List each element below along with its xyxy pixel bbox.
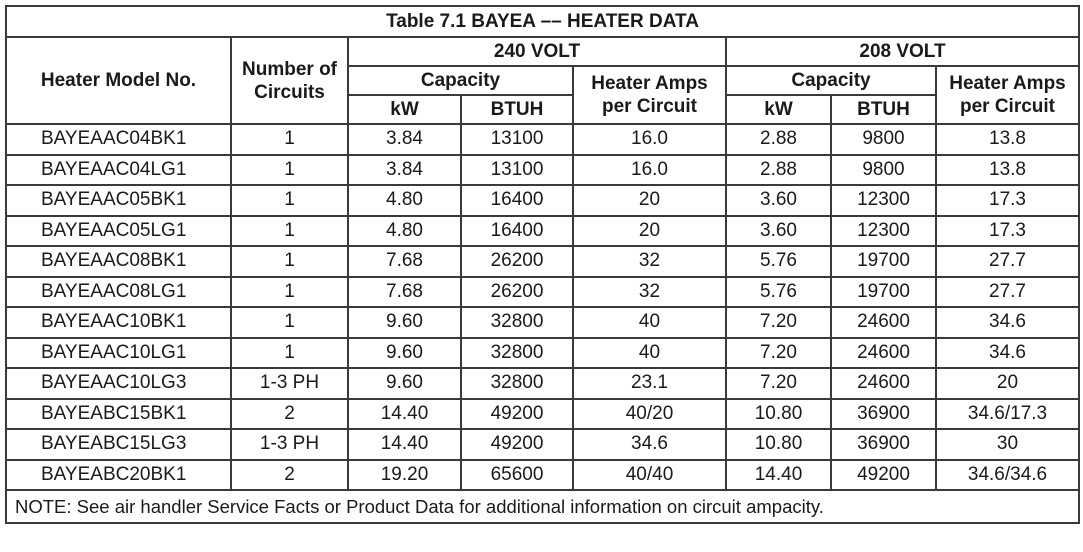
cell-circuits: 1 (231, 124, 348, 155)
cell-model: BAYEAAC05LG1 (6, 216, 231, 247)
cell-amps-208: 17.3 (936, 216, 1079, 247)
table-row (6, 460, 1079, 491)
cell-amps-208: 34.6 (936, 307, 1079, 338)
cell-circuits: 1 (231, 185, 348, 216)
cell-btuh-208: 12300 (831, 216, 936, 247)
cell-amps-208: 27.7 (936, 277, 1079, 308)
header-circuits-line2: Circuits (254, 81, 325, 103)
cell-amps-208: 34.6/17.3 (936, 399, 1079, 430)
cell-amps-240: 40/40 (573, 460, 726, 491)
cell-model: BAYEABC15BK1 (6, 399, 231, 430)
cell-btuh-208: 9800 (831, 124, 936, 155)
cell-amps-240: 20 (573, 185, 726, 216)
cell-btuh-208: 19700 (831, 246, 936, 277)
cell-btuh-208: 36900 (831, 399, 936, 430)
table-row (6, 307, 1079, 338)
header-amps-208-line1: Heater Amps (949, 73, 1066, 94)
table-body (6, 124, 1079, 523)
table-row (6, 368, 1079, 399)
cell-btuh-208: 24600 (831, 338, 936, 369)
cell-circuits: 2 (231, 399, 348, 430)
header-kw-208: kW (726, 95, 831, 124)
table-row (6, 338, 1079, 369)
table-row (6, 124, 1079, 155)
cell-kw-208: 7.20 (726, 368, 831, 399)
header-circuits-line1: Number of (242, 58, 337, 80)
cell-kw-208: 2.88 (726, 155, 831, 186)
cell-amps-240: 40 (573, 307, 726, 338)
header-amps-208-line2: per Circuit (959, 96, 1056, 117)
cell-kw-240: 9.60 (348, 368, 461, 399)
cell-circuits: 1 (231, 155, 348, 186)
cell-btuh-240: 32800 (461, 338, 573, 369)
cell-kw-208: 2.88 (726, 124, 831, 155)
cell-btuh-208: 24600 (831, 307, 936, 338)
cell-amps-240: 32 (573, 246, 726, 277)
cell-kw-208: 3.60 (726, 185, 831, 216)
table-title: Table 7.1 BAYEA –– HEATER DATA (6, 6, 1079, 37)
cell-circuits: 1 (231, 277, 348, 308)
header-circuits (231, 37, 348, 124)
header-amps-240-line1: Heater Amps (591, 73, 708, 94)
cell-circuits: 1 (231, 246, 348, 277)
cell-kw-208: 14.40 (726, 460, 831, 491)
cell-model: BAYEAAC10LG3 (6, 368, 231, 399)
cell-btuh-240: 26200 (461, 277, 573, 308)
cell-btuh-240: 32800 (461, 368, 573, 399)
cell-kw-208: 10.80 (726, 399, 831, 430)
cell-btuh-208: 12300 (831, 185, 936, 216)
cell-amps-208: 34.6 (936, 338, 1079, 369)
cell-amps-208: 34.6/34.6 (936, 460, 1079, 491)
table-row (6, 429, 1079, 460)
cell-model: BAYEAAC10BK1 (6, 307, 231, 338)
cell-model: BAYEAAC04LG1 (6, 155, 231, 186)
cell-btuh-240: 49200 (461, 399, 573, 430)
heater-data-table-container (5, 5, 1078, 524)
cell-circuits: 1 (231, 307, 348, 338)
cell-circuits: 1-3 PH (231, 368, 348, 399)
cell-amps-208: 13.8 (936, 124, 1079, 155)
cell-btuh-240: 16400 (461, 216, 573, 247)
table-row (6, 185, 1079, 216)
cell-amps-240: 20 (573, 216, 726, 247)
cell-kw-208: 5.76 (726, 246, 831, 277)
header-btuh-240: BTUH (461, 95, 573, 124)
table-note: NOTE: See air handler Service Facts or Product Data for additional information on circuit ampacity. (6, 490, 1079, 523)
cell-circuits: 1-3 PH (231, 429, 348, 460)
cell-btuh-240: 32800 (461, 307, 573, 338)
cell-btuh-240: 65600 (461, 460, 573, 491)
cell-model: BAYEAAC04BK1 (6, 124, 231, 155)
header-amps-240 (573, 66, 726, 124)
cell-kw-240: 14.40 (348, 429, 461, 460)
cell-kw-240: 7.68 (348, 246, 461, 277)
header-240-volt: 240 VOLT (348, 37, 726, 66)
table-row (6, 399, 1079, 430)
header-capacity-240: Capacity (348, 66, 573, 95)
cell-kw-240: 4.80 (348, 216, 461, 247)
header-btuh-208: BTUH (831, 95, 936, 124)
cell-btuh-208: 9800 (831, 155, 936, 186)
cell-amps-208: 13.8 (936, 155, 1079, 186)
cell-model: BAYEAAC10LG1 (6, 338, 231, 369)
cell-amps-208: 17.3 (936, 185, 1079, 216)
cell-btuh-240: 26200 (461, 246, 573, 277)
table-row (6, 155, 1079, 186)
cell-model: BAYEAAC05BK1 (6, 185, 231, 216)
header-kw-240: kW (348, 95, 461, 124)
cell-btuh-208: 24600 (831, 368, 936, 399)
cell-amps-240: 16.0 (573, 155, 726, 186)
cell-amps-240: 16.0 (573, 124, 726, 155)
header-model: Heater Model No. (6, 37, 231, 124)
cell-kw-240: 9.60 (348, 338, 461, 369)
cell-model: BAYEAAC08BK1 (6, 246, 231, 277)
cell-amps-240: 40/20 (573, 399, 726, 430)
cell-btuh-240: 16400 (461, 185, 573, 216)
header-amps-240-line2: per Circuit (601, 96, 698, 117)
cell-kw-240: 7.68 (348, 277, 461, 308)
cell-amps-208: 30 (936, 429, 1079, 460)
cell-kw-208: 5.76 (726, 277, 831, 308)
table-row (6, 277, 1079, 308)
cell-amps-240: 32 (573, 277, 726, 308)
cell-amps-240: 23.1 (573, 368, 726, 399)
cell-circuits: 1 (231, 216, 348, 247)
cell-model: BAYEAAC08LG1 (6, 277, 231, 308)
cell-btuh-208: 36900 (831, 429, 936, 460)
header-capacity-208: Capacity (726, 66, 936, 95)
heater-data-table (5, 5, 1080, 524)
cell-circuits: 2 (231, 460, 348, 491)
cell-kw-208: 7.20 (726, 338, 831, 369)
cell-btuh-208: 19700 (831, 277, 936, 308)
cell-btuh-208: 49200 (831, 460, 936, 491)
cell-kw-240: 19.20 (348, 460, 461, 491)
cell-kw-240: 4.80 (348, 185, 461, 216)
cell-model: BAYEABC15LG3 (6, 429, 231, 460)
cell-kw-240: 3.84 (348, 155, 461, 186)
cell-kw-208: 10.80 (726, 429, 831, 460)
cell-circuits: 1 (231, 338, 348, 369)
cell-amps-240: 40 (573, 338, 726, 369)
cell-kw-240: 9.60 (348, 307, 461, 338)
cell-btuh-240: 13100 (461, 124, 573, 155)
cell-kw-208: 7.20 (726, 307, 831, 338)
header-208-volt: 208 VOLT (726, 37, 1079, 66)
cell-btuh-240: 49200 (461, 429, 573, 460)
cell-kw-208: 3.60 (726, 216, 831, 247)
cell-kw-240: 3.84 (348, 124, 461, 155)
cell-btuh-240: 13100 (461, 155, 573, 186)
cell-amps-208: 27.7 (936, 246, 1079, 277)
header-amps-208 (936, 66, 1079, 124)
cell-amps-240: 34.6 (573, 429, 726, 460)
cell-model: BAYEABC20BK1 (6, 460, 231, 491)
table-row (6, 216, 1079, 247)
cell-amps-208: 20 (936, 368, 1079, 399)
cell-kw-240: 14.40 (348, 399, 461, 430)
table-row (6, 246, 1079, 277)
